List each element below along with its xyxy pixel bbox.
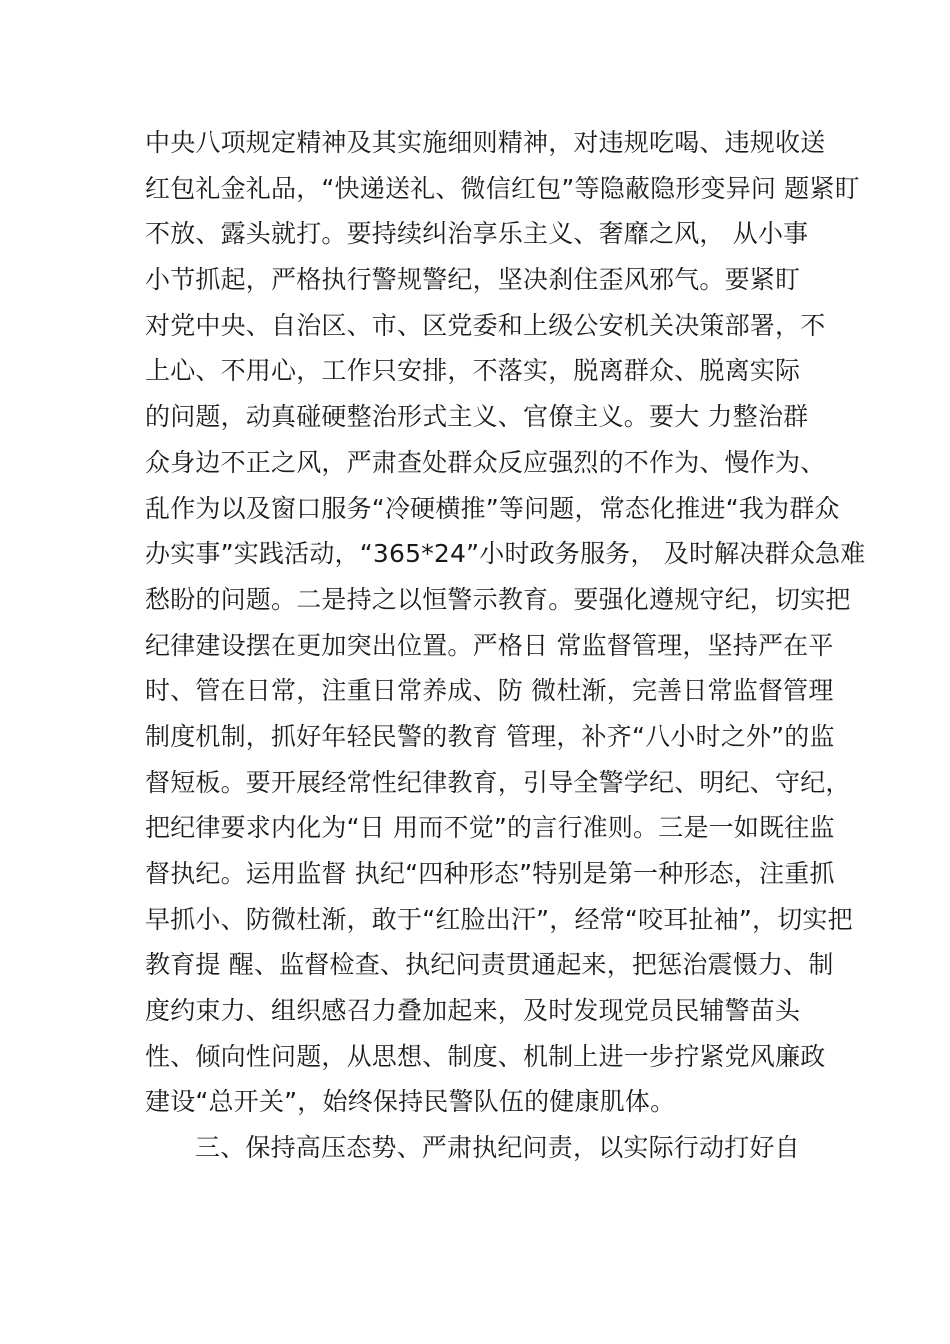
text-line: 把纪律要求内化为“日 用而不觉”的言行准则。三是一如既往监 (145, 813, 835, 843)
text-line: 早抓小、防微杜渐，敢于“红脸出汗”，经常“咬耳扯袖”，切实把 (145, 904, 853, 934)
text-line: 督执纪。运用监督 执纪“四种形态”特别是第一种形态，注重抓 (145, 859, 835, 888)
text-line: 不放、露头就打。要持续纠治享乐主义、奢靡之风， 从小事 (145, 219, 809, 249)
text-line: 小节抓起，严格执行警规警纪，坚决刹住歪风邪气。要紧盯 (145, 265, 801, 295)
text-line: 红包礼金礼品，“快递送礼、微信红包”等隐蔽隐形变异问 题紧盯 (145, 173, 860, 203)
text-line: 度约束力、组织感召力叠加起来，及时发现党员民辅警苗头 (145, 996, 801, 1026)
text-line: 时、管在日常，注重日常养成、防 微杜渐，完善日常监督管理 (145, 676, 834, 706)
text-line: 制度机制，抓好年轻民警的教育 管理，补齐“八小时之外”的监 (145, 721, 835, 751)
text-line: 的问题，动真碰硬整治形式主义、官僚主义。要大 力整治群 (145, 402, 809, 432)
section-heading: 三、保持高压态势、严肃执纪问责，以实际行动打好自 (195, 1133, 800, 1163)
body-text (145, 120, 865, 1171)
text-line: 中央八项规定精神及其实施细则精神，对违规吃喝、违规收送 (145, 128, 826, 157)
text-line: 建设“总开关”，始终保持民警队伍的健康肌体。 (145, 1087, 676, 1117)
text-line: 办实事”实践活动，“365*24”小时政务服务， 及时解决群众急难 (145, 539, 866, 569)
text-line: 纪律建设摆在更加突出位置。严格日 常监督管理，坚持严在平 (145, 630, 834, 660)
text-line: 上心、不用心，工作只安排，不落实，脱离群众、脱离实际 (145, 356, 801, 386)
text-line: 愁盼的问题。二是持之以恒警示教育。要强化遵规守纪，切实把 (145, 584, 851, 614)
text-line: 教育提 醒、监督检查、执纪问责贯通起来，把惩治震慑力、制 (145, 950, 834, 980)
text-line: 乱作为以及窗口服务“冷硬横推”等问题，常态化推进“我为群众 (145, 493, 840, 523)
text-line: 对党中央、自治区、市、区党委和上级公安机关决策部署，不 (145, 310, 826, 340)
text-line: 性、倾向性问题，从思想、制度、机制上进一步拧紧党风廉政 (145, 1041, 826, 1071)
text-line: 众身边不正之风，严肃查处群众反应强烈的不作为、慢作为、 (145, 447, 826, 477)
text-line: 督短板。要开展经常性纪律教育，引导全警学纪、明纪、守纪， (145, 767, 851, 797)
